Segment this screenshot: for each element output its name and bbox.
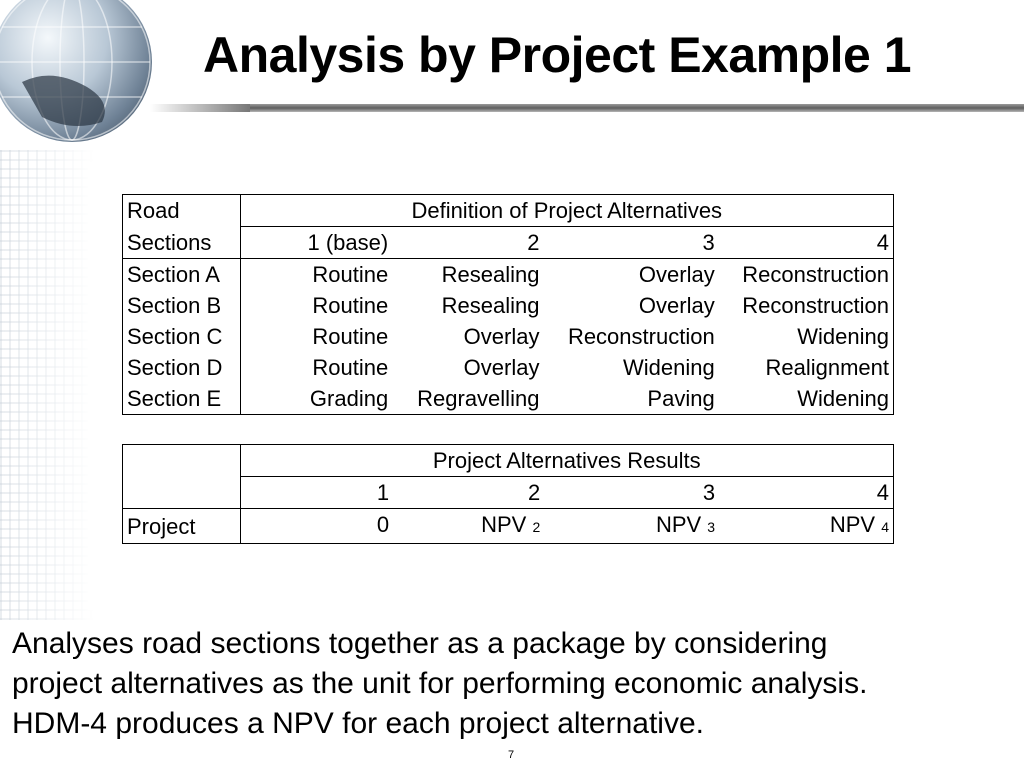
project-alternatives-definition-table <box>122 194 894 415</box>
alternative-header: 2 <box>527 480 541 505</box>
table-cell: Overlay <box>463 324 540 349</box>
header-definition: Definition of Project Alternatives <box>240 195 893 227</box>
npv-subscript: 3 <box>707 519 716 535</box>
table-header-row <box>123 227 894 259</box>
table-header-row <box>123 477 894 509</box>
table-cell: Reconstruction <box>742 262 889 287</box>
table-header-row <box>123 445 894 477</box>
table-cell <box>240 509 393 544</box>
table-cell <box>544 509 719 544</box>
npv-value: NPV <box>829 512 882 537</box>
npv-value: NPV <box>655 512 708 537</box>
section-label: Section D <box>123 352 241 383</box>
table-cell: Regravelling <box>417 386 540 411</box>
table-cell: Resealing <box>441 293 540 318</box>
table-row <box>123 259 894 291</box>
table-row <box>123 509 894 544</box>
section-label: Section B <box>123 290 241 321</box>
table-row <box>123 352 894 383</box>
caption-line: Analyses road sections together as a package by considering <box>12 627 828 660</box>
alternative-header: 3 <box>702 480 716 505</box>
table-cell: Reconstruction <box>567 324 715 349</box>
npv-value: 0 <box>376 512 390 537</box>
caption-text <box>12 624 1012 744</box>
table-cell <box>393 509 544 544</box>
caption-line: project alternatives as the unit for performing economic analysis. <box>12 667 868 700</box>
table-row <box>123 290 894 321</box>
table-cell: Overlay <box>638 293 715 318</box>
caption-line: HDM-4 produces a NPV for each project alternative. <box>12 707 704 740</box>
table-cell: Resealing <box>441 262 540 287</box>
table-cell <box>719 509 893 544</box>
npv-subscript: 2 <box>532 519 541 535</box>
table-cell: Reconstruction <box>742 293 889 318</box>
alternative-header: 4 <box>876 230 889 255</box>
table-cell: Paving <box>647 386 715 411</box>
row-label: Project <box>123 509 241 544</box>
table-row <box>123 383 894 415</box>
npv-subscript: 4 <box>881 519 889 535</box>
globe-logo <box>0 0 152 142</box>
empty-corner-cell <box>123 445 241 477</box>
table-cell: Realignment <box>765 355 889 380</box>
alternative-header: 3 <box>702 230 715 255</box>
table-cell: Widening <box>797 324 889 349</box>
empty-corner-cell <box>123 477 241 509</box>
alternative-header: 2 <box>527 230 540 255</box>
decorative-grid-pattern <box>0 150 95 620</box>
header-results: Project Alternatives Results <box>240 445 893 477</box>
title-rule <box>250 104 1024 112</box>
table-cell: Widening <box>797 386 889 411</box>
table-cell: Overlay <box>463 355 540 380</box>
table-cell: Routine <box>312 262 389 287</box>
alternative-header: 1 <box>376 480 390 505</box>
npv-value: NPV <box>481 512 533 537</box>
page-number: 7 <box>508 749 515 761</box>
table-header-row <box>123 195 894 227</box>
header-road: Road <box>123 195 241 227</box>
table-cell: Routine <box>312 324 389 349</box>
table-cell: Routine <box>312 293 389 318</box>
table-row <box>123 321 894 352</box>
alternative-header: 1 (base) <box>307 230 389 255</box>
section-label: Section A <box>123 259 241 291</box>
table-cell: Grading <box>309 386 389 411</box>
slide-title: Analysis by Project Example 1 <box>203 27 912 83</box>
table-cell: Overlay <box>638 262 715 287</box>
title-rule-fade <box>150 104 250 112</box>
header-sections: Sections <box>123 227 241 259</box>
table-cell: Routine <box>312 355 389 380</box>
alternative-header: 4 <box>876 480 889 505</box>
section-label: Section C <box>123 321 241 352</box>
section-label: Section E <box>123 383 241 415</box>
table-cell: Widening <box>622 355 715 380</box>
project-alternatives-results-table <box>122 444 894 544</box>
